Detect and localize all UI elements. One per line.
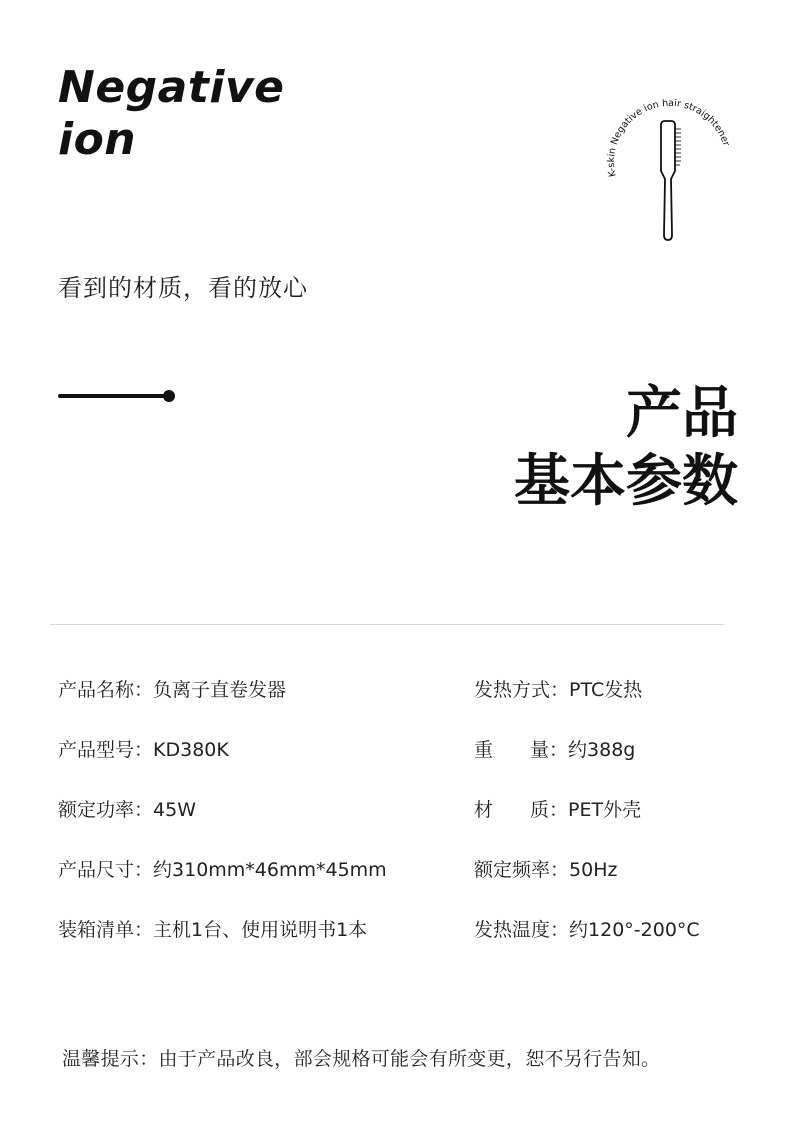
spec-value: KD380K: [153, 739, 229, 761]
spec-label: 装箱清单：: [58, 919, 154, 941]
hero-title: [58, 62, 285, 166]
accent-dot: [163, 390, 175, 402]
tagline: 看到的材质，看的放心: [58, 274, 308, 302]
divider: [50, 624, 724, 625]
spec-heating-method: [474, 676, 642, 704]
spec-label-a: 材: [474, 799, 494, 821]
spec-material: [474, 796, 641, 824]
spec-label: 额定频率：: [474, 859, 570, 881]
spec-label: 产品名称：: [58, 679, 154, 701]
spec-value: 主机1台、使用说明书1本: [153, 919, 368, 941]
spec-label: 产品型号：: [58, 739, 154, 761]
spec-label-a: 重: [474, 739, 494, 761]
spec-value: 约310mm*46mm*45mm: [153, 859, 387, 881]
logo-arc-text: K-skin Negative ion hair straightener: [605, 97, 732, 178]
spec-value: 约120°-200°C: [569, 919, 700, 941]
brand-logo: [595, 85, 745, 250]
section-title-line2: 基本参数: [514, 449, 738, 514]
spec-package: [58, 916, 367, 944]
spec-label: 产品尺寸：: [58, 859, 154, 881]
spec-power: [58, 796, 196, 824]
footnote: 温馨提示：由于产品改良，部会规格可能会有所变更，恕不另行告知。: [62, 1048, 661, 1070]
spec-value: 负离子直卷发器: [153, 679, 287, 701]
spec-temperature: [474, 916, 700, 944]
spec-frequency: [474, 856, 617, 884]
hero-title-line1: Negative: [58, 62, 285, 113]
spec-label: 发热温度：: [474, 919, 570, 941]
accent-line: [58, 394, 168, 398]
section-title: [514, 380, 738, 516]
section-title-line1: 产品: [626, 381, 738, 446]
spec-product-name: [58, 676, 286, 704]
spec-size: [58, 856, 387, 884]
spec-model: [58, 736, 229, 764]
spec-label: 额定功率：: [58, 799, 154, 821]
spec-weight: [474, 736, 635, 764]
spec-label-b: 质：: [530, 799, 569, 821]
spec-value: 约388g: [568, 739, 636, 761]
spec-value: 50Hz: [569, 859, 618, 881]
hair-straightener-icon: [661, 121, 681, 240]
hero-title-line2: ion: [58, 114, 137, 165]
spec-value: PET外壳: [568, 799, 642, 821]
spec-label-b: 量：: [530, 739, 569, 761]
spec-value: PTC发热: [569, 679, 643, 701]
spec-label: 发热方式：: [474, 679, 570, 701]
spec-value: 45W: [153, 799, 196, 821]
